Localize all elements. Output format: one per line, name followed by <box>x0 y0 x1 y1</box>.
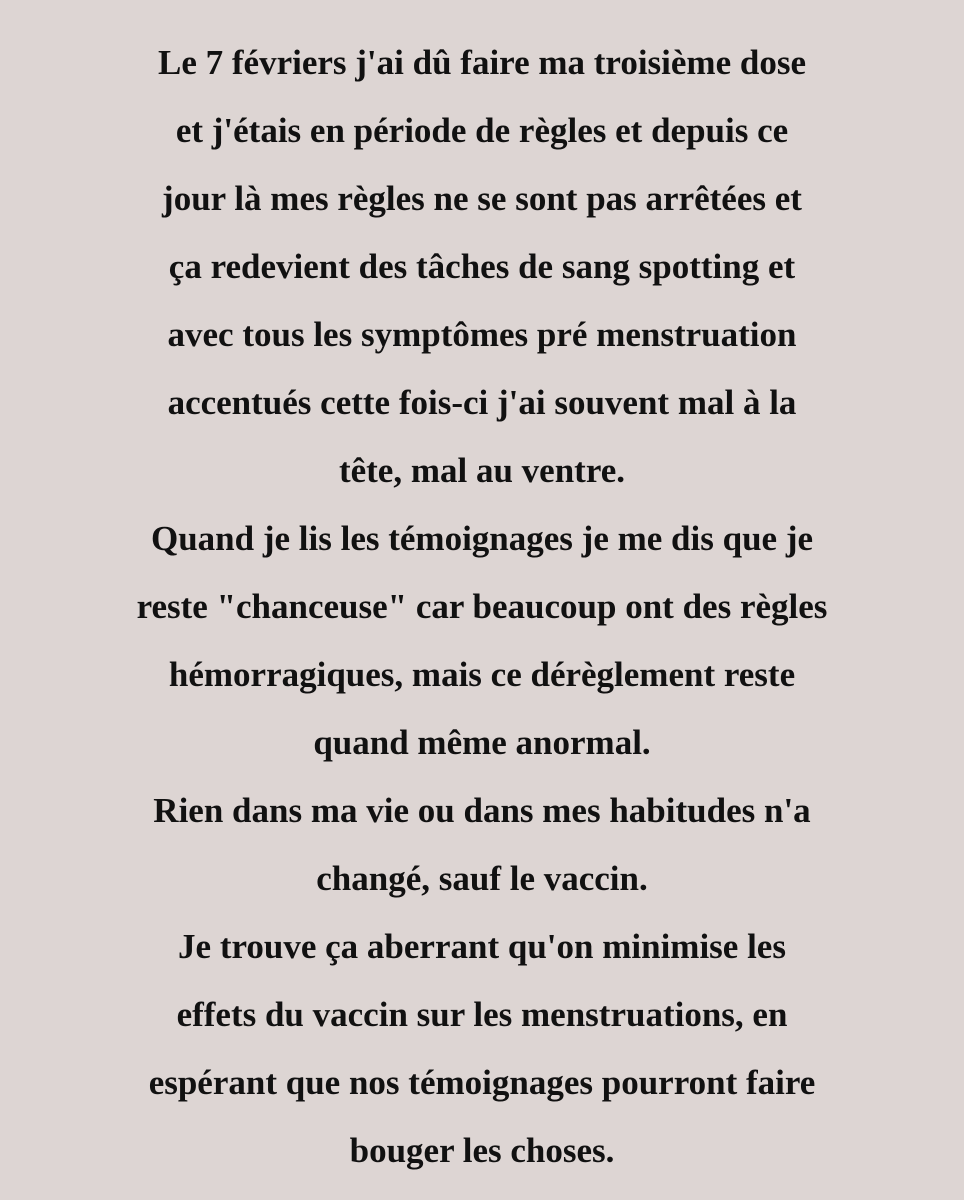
text-line: ça redevient des tâches de sang spotting et <box>168 247 796 286</box>
text-line: hémorragiques, mais ce dérèglement reste <box>168 655 796 694</box>
text-line: Quand je lis les témoignages je me dis que je <box>150 519 814 558</box>
text-line: avec tous les symptômes pré menstruation <box>167 315 797 354</box>
text-line: et j'étais en période de règles et depuis ce <box>175 111 789 150</box>
text-line: espérant que nos témoignages pourront faire <box>148 1063 816 1102</box>
text-line: Je trouve ça aberrant qu'on minimise les <box>178 927 786 966</box>
text-line: changé, sauf le vaccin. <box>316 859 648 898</box>
text-line: Rien dans ma vie ou dans mes habitudes n'a <box>153 791 811 830</box>
text-line: quand même anormal. <box>313 723 651 762</box>
text-line: tête, mal au ventre. <box>338 451 626 490</box>
text-line: bouger les choses. <box>349 1131 615 1170</box>
text-line: jour là mes règles ne se sont pas arrêtées et <box>162 179 802 218</box>
text-line: Le 7 févriers j'ai dû faire ma troisième dose <box>158 43 806 82</box>
text-line: effets du vaccin sur les menstruations, en <box>176 995 788 1034</box>
text-line: reste "chanceuse" car beaucoup ont des règles <box>136 587 828 626</box>
text-line: accentués cette fois-ci j'ai souvent mal à la <box>167 383 797 422</box>
testimony-text <box>40 29 924 1185</box>
